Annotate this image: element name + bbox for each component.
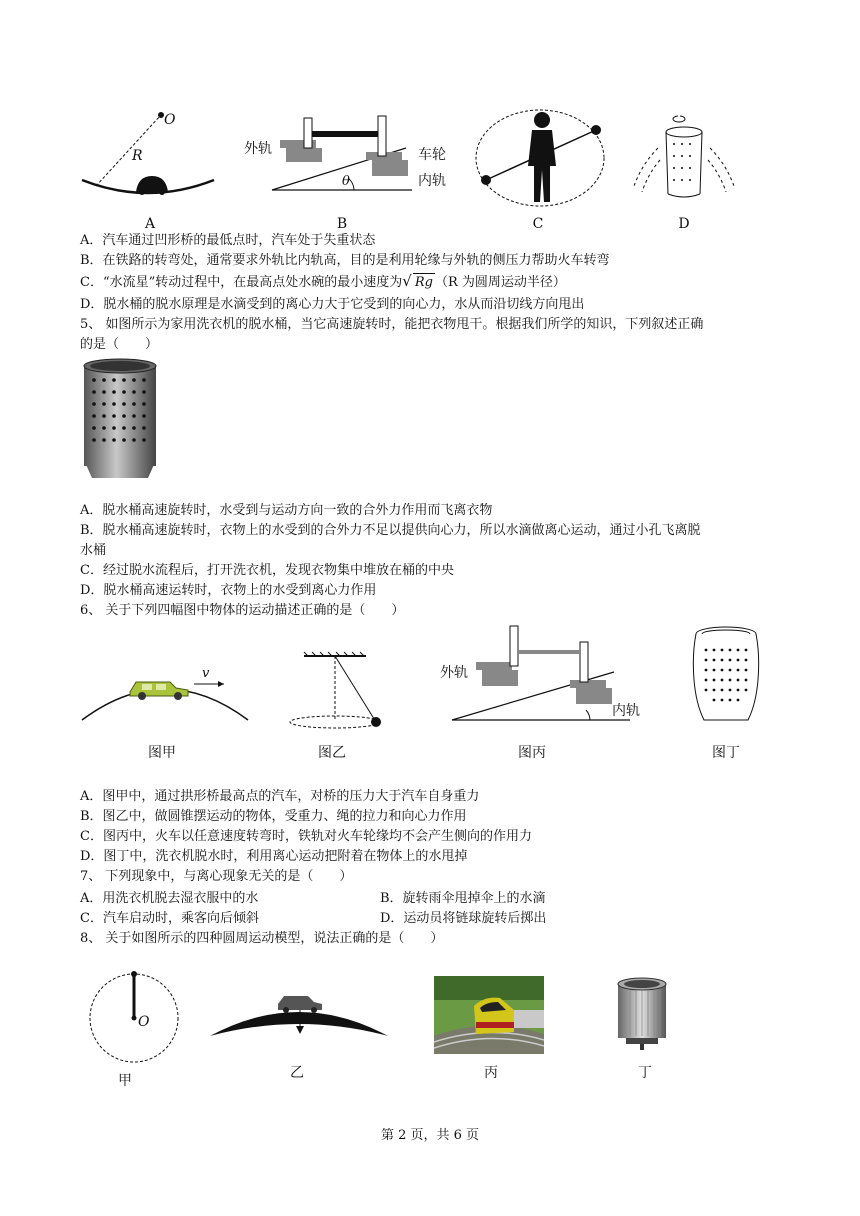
q6-stem: 6、 关于下列四幅图中物体的运动描述正确的是（ ） [80,603,405,618]
q5-dryer-drum-figure [80,356,160,484]
label-outer-rail: 外轨 [244,141,272,157]
caption-yi: 图乙 [318,745,346,761]
caption-d: D [678,216,690,232]
q4-figure-b [244,104,464,204]
q6-option-d: D．图丁中，洗衣机脱水时，利用离心运动把附着在物体上的水甩掉 [80,849,468,864]
q8-figure-jia [84,970,184,1066]
sqrt-radicand: Rg [414,275,433,290]
q8-figure-bing-train-photo [434,976,544,1054]
q6-option-b: B．图乙中，做圆锥摆运动的物体，受重力、绳的拉力和向心力作用 [80,809,467,824]
q7-option-d: D．运动员将链球旋转后掷出 [380,911,547,926]
q5-option-d: D．脱水桶高速运转时，衣物上的水受到离心力作用 [80,583,377,598]
q5-stem-line2: 的是（ ） [80,337,159,352]
q6-figure-jia [80,650,250,730]
caption-8-yi: 乙 [290,1065,304,1081]
q4-option-c-text: C．“水流星”转动过程中，在最高点处水碗的最小速度为 [80,275,403,290]
label-inner-rail: 内轨 [418,173,446,189]
q4-figure-d [630,108,740,208]
caption-ding: 图丁 [712,745,740,761]
q6-figure-ding [690,624,762,728]
q7-option-a: A．用洗衣机脱去湿衣服中的水 [80,891,259,906]
q6-figure-yi [280,650,390,732]
label-o: O [164,112,176,128]
q7-option-c: C．汽车启动时，乘客向后倾斜 [80,911,259,926]
q6-option-c: C．图丙中，火车以任意速度转弯时，铁轨对火车轮缘均不会产生侧向的作用力 [80,829,532,844]
q8-figure-yi [208,986,390,1042]
caption-a: A [144,216,156,232]
caption-8-bing: 丙 [484,1065,498,1081]
q4-figure-c [470,104,610,214]
caption-c: C [532,216,544,232]
label-wheel: 车轮 [418,147,446,163]
q5-stem-line1: 5、 如图所示为家用洗衣机的脱水桶，当它高速旋转时，能把衣物甩干。根据我们所学的知识，下列叙述正确 [80,317,704,332]
label-inner-rail-6: 内轨 [612,703,640,719]
caption-jia: 图甲 [148,745,176,761]
q7-option-b: B．旋转雨伞甩掉伞上的水滴 [380,891,546,906]
q4-option-a: A．汽车通过凹形桥的最低点时，汽车处于失重状态 [80,233,376,248]
q7-stem: 7、 下列现象中，与离心现象无关的是（ ） [80,869,353,884]
q8-figure-ding-drum [612,976,672,1050]
q4-option-c [80,272,566,292]
q4-option-d: D．脱水桶的脱水原理是水滴受到的离心力大于它受到的向心力，水从而沿切线方向甩出 [80,297,585,312]
q4-figure-a [78,104,218,204]
q4-option-b: B．在铁路的转弯处，通常要求外轨比内轨高，目的是利用轮缘与外轨的侧压力帮助火车转弯 [80,253,610,268]
label-outer-rail-6: 外轨 [440,665,468,681]
label-v: v [202,666,210,681]
label-o-8: O [138,1014,150,1030]
q8-stem: 8、 关于如图所示的四种圆周运动模型，说法正确的是（ ） [80,931,444,946]
q6-figure-bing [440,622,650,726]
q5-option-c: C．经过脱水流程后，打开洗衣机，发现衣物集中堆放在桶的中央 [80,563,454,578]
label-r: R [132,148,143,164]
q5-option-b: B．脱水桶高速旋转时，衣物上的水受到的合外力不足以提供向心力，所以水滴做离心运动，通过小孔飞离脱 [80,523,701,538]
q6-option-a: A．图甲中，通过拱形桥最高点的汽车，对桥的压力大于汽车自身重力 [80,789,480,804]
caption-bing: 图丙 [518,745,546,761]
caption-8-jia: 甲 [118,1073,132,1089]
caption-b: B [336,216,348,232]
caption-8-ding: 丁 [638,1065,652,1081]
sqrt-sign: √ [402,272,412,290]
label-theta: θ [342,174,350,189]
q5-option-a: A．脱水桶高速旋转时，水受到与运动方向一致的合外力作用而飞离衣物 [80,503,493,518]
q5-option-b-cont: 水桶 [80,543,107,558]
page-footer: 第 2 页，共 6 页 [380,1128,480,1143]
q4-option-c-tail: （R 为圆周运动半径） [434,275,566,290]
